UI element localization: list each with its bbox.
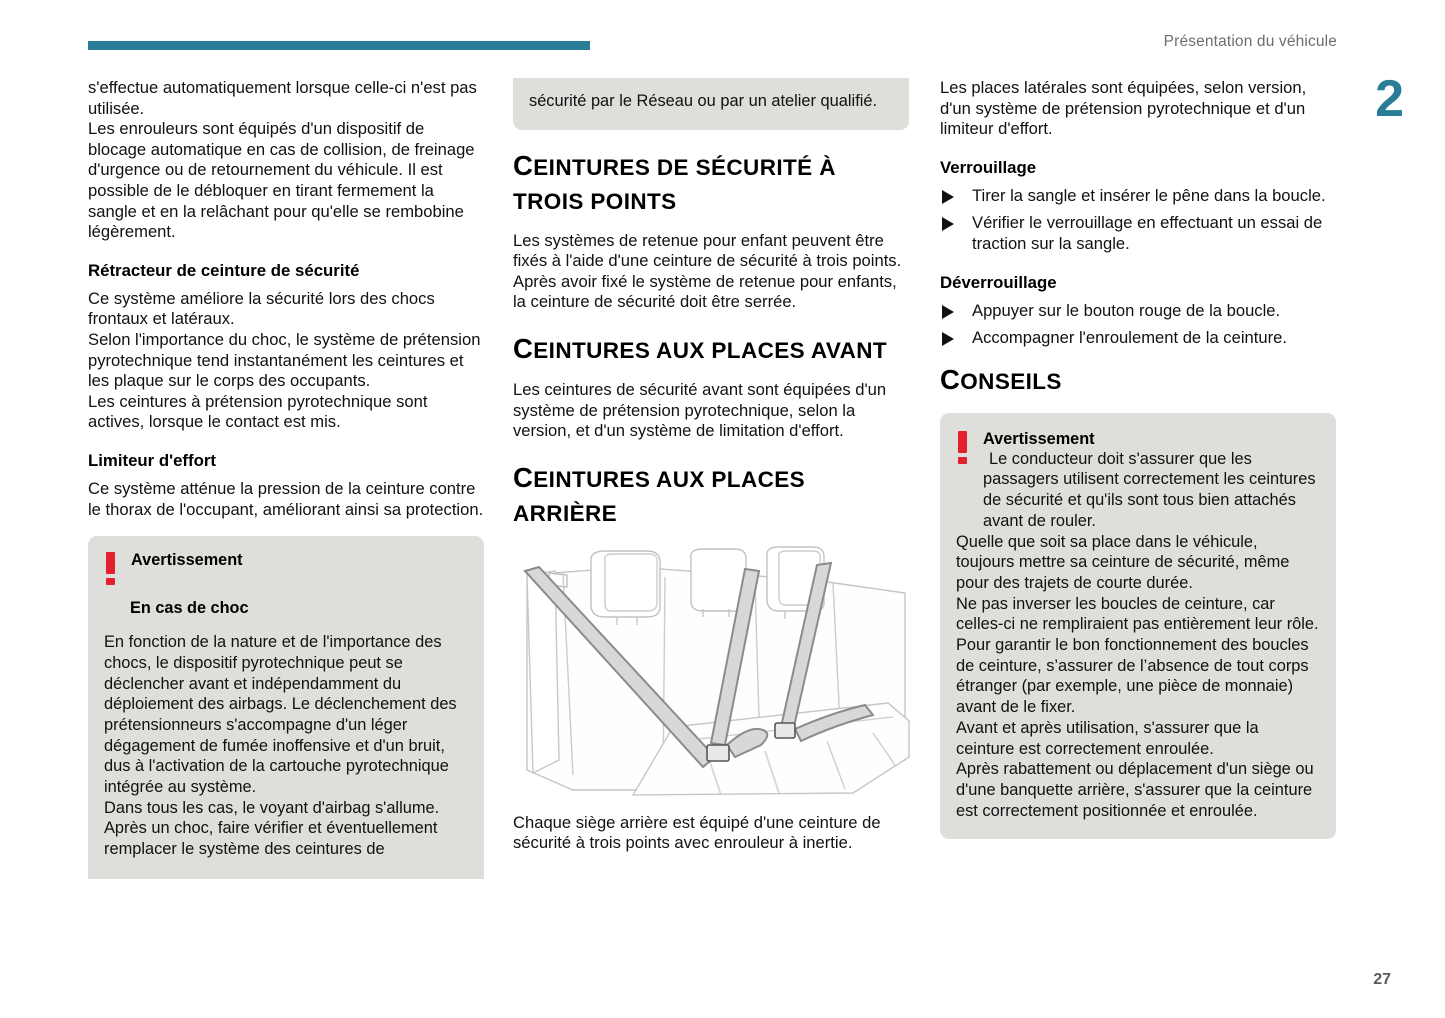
column-right (940, 78, 1336, 839)
paragraph-trois-points: Les systèmes de retenue pour enfant peuvent être fixés à l'aide d'une ceinture de sécurité à trois points. Après avoir fixé le système de retenue pour enfants, la ceinture de sécurité doit être serrée. (513, 230, 902, 312)
arrow-bullet-icon (942, 305, 954, 319)
list-verrouillage (940, 186, 1336, 255)
heading-rest: EINTURES DE SÉCURITÉ À TROIS POINTS (513, 154, 836, 214)
paragraph-enrouleurs: Les enrouleurs sont équipés d'un dispositif de blocage automatique en cas de collision, de freinage d'urgence ou de retournement du véhicule. Il est possible de le débloquer en tirant fermement la sangle et en la relâchant pour qu'elle se rembobine légèrement. (88, 119, 475, 242)
heading-limiteur: Limiteur d'effort (88, 450, 216, 470)
list-item-label: Appuyer sur le bouton rouge de la boucle. (972, 300, 1281, 320)
list-item (940, 301, 1336, 322)
warning-paragraph-6: Après rabattement ou déplacement d'un siège ou d'une banquette arrière, s'assurer que la ceinture est correctement positionnée et enroulée. (956, 760, 1314, 820)
warning-title: Avertissement (983, 429, 1095, 448)
list-item (940, 213, 1336, 254)
list-item-label: Tirer la sangle et insérer le pêne dans la boucle. (972, 185, 1326, 205)
warning-paragraph-5: Avant et après utilisation, s'assurer que la ceinture est correctement enroulée. (956, 718, 1259, 758)
warning-paragraph-3: Après un choc, faire vérifier et éventuellement remplacer le système des ceintures de (104, 819, 438, 859)
heading-retracteur: Rétracteur de ceinture de sécurité (88, 260, 360, 280)
warning-exclamation-icon (958, 431, 971, 464)
warning-text-block (983, 429, 1320, 532)
warning-paragraph-3: Ne pas inverser les boucles de ceinture, car celles-ci ne rempliraient pas entièrement leur rôle. (956, 594, 1319, 634)
paragraph-retracteur-1: Ce système améliore la sécurité lors des chocs frontaux et latéraux. (88, 288, 435, 329)
warning-paragraph-1: En fonction de la nature et de l'importance des chocs, le dispositif pyrotechnique peut se déclencher avant et indépendamment du déploiement des airbags. Le déclenchement des prétensionneurs s'accompagne d'un léger dégagement de fumée inoffensive et d'un bruit, dus à l'activation de la cartouche pyrotechnique intégrée au système. (104, 633, 457, 797)
paragraph-continued: s'effectue automatiquement lorsque celle-ci n'est pas utilisée. (88, 78, 477, 118)
warning-header-row (956, 429, 1320, 532)
heading-initial-c: C (513, 461, 534, 493)
list-item-label: Vérifier le verrouillage en effectuant un essai de traction sur la sangle. (972, 213, 1323, 253)
heading-deverrouillage: Déverrouillage (940, 272, 1057, 292)
warning-exclamation-icon (106, 552, 119, 585)
warning-header-row (104, 550, 468, 585)
warning-box-continuation (513, 78, 909, 130)
heading-rest: ONSEILS (960, 368, 1062, 394)
warning-box-en-cas-de-choc (88, 536, 484, 879)
paragraph-places-laterales: Les places latérales sont équipées, selon version, d'un système de prétension pyrotechnique et d'un limiteur d'effort. (940, 78, 1307, 139)
page-header-title: Présentation du véhicule (1163, 33, 1337, 50)
paragraph-retracteur-2: Selon l'importance du choc, le système de prétension pyrotechnique tend instantanément les ceintures et les plaque sur le corps des occupants. (88, 329, 481, 391)
heading-initial-c: C (513, 149, 534, 181)
heading-initial-c: C (513, 333, 534, 365)
heading-ceintures-places-arriere (513, 461, 909, 531)
warning-subtitle: En cas de choc (130, 599, 249, 618)
header-accent-rule (88, 41, 590, 50)
list-deverrouillage (940, 301, 1336, 349)
warning-paragraph-1: Le conducteur doit s'assurer que les passagers utilisent correctement les ceintures de sécurité et qu'ils sont tous bien attachés avant de rouler. (983, 449, 1316, 530)
heading-ceintures-places-avant (513, 332, 909, 368)
heading-ceintures-trois-points (513, 149, 909, 219)
arrow-bullet-icon (942, 190, 954, 204)
column-middle (513, 78, 909, 854)
rear-bench-seat-belts-illustration (513, 545, 913, 797)
list-item (940, 186, 1336, 207)
list-item-label: Accompagner l'enroulement de la ceinture. (972, 328, 1287, 348)
heading-initial-c: C (940, 363, 961, 395)
warning-box-conseils (940, 413, 1336, 840)
warning-continued-text: sécurité par le Réseau ou par un atelier qualifié. (529, 92, 878, 110)
arrow-bullet-icon (942, 217, 954, 231)
paragraph-places-avant: Les ceintures de sécurité avant sont équipées d'un système de prétension pyrotechnique, selon la version, et d'un système de limitation d'effort. (513, 380, 887, 441)
heading-conseils (940, 363, 1336, 399)
warning-paragraph-4: Pour garantir le bon fonctionnement des boucles de ceinture, s’assurer de l’absence de tout corps étranger (par exemple, une pièce de monnaie) avant de le fixer. (956, 636, 1309, 717)
paragraph-retracteur-3: Les ceintures à prétension pyrotechnique sont actives, lorsque le contact est mis. (88, 391, 428, 432)
heading-verrouillage: Verrouillage (940, 157, 1037, 177)
warning-title: Avertissement (131, 551, 243, 570)
page-number: 27 (1373, 971, 1391, 988)
paragraph-chaque-siege: Chaque siège arrière est équipé d'une ceinture de sécurité à trois points avec enrouleur à inertie. (513, 812, 881, 853)
column-left (88, 78, 484, 879)
warning-paragraph-2: Quelle que soit sa place dans le véhicule, toujours mettre sa ceinture de sécurité, même pour des trajets de courte durée. (956, 532, 1290, 592)
arrow-bullet-icon (942, 332, 954, 346)
warning-paragraph-2: Dans tous les cas, le voyant d'airbag s'allume. (104, 798, 440, 817)
list-item (940, 328, 1336, 349)
heading-rest: EINTURES AUX PLACES AVANT (533, 338, 888, 364)
paragraph-limiteur-1: Ce système atténue la pression de la ceinture contre le thorax de l'occupant, améliorant ainsi sa protection. (88, 478, 484, 519)
heading-rest: EINTURES AUX PLACES ARRIÈRE (513, 466, 806, 526)
chapter-number: 2 (1375, 70, 1403, 128)
